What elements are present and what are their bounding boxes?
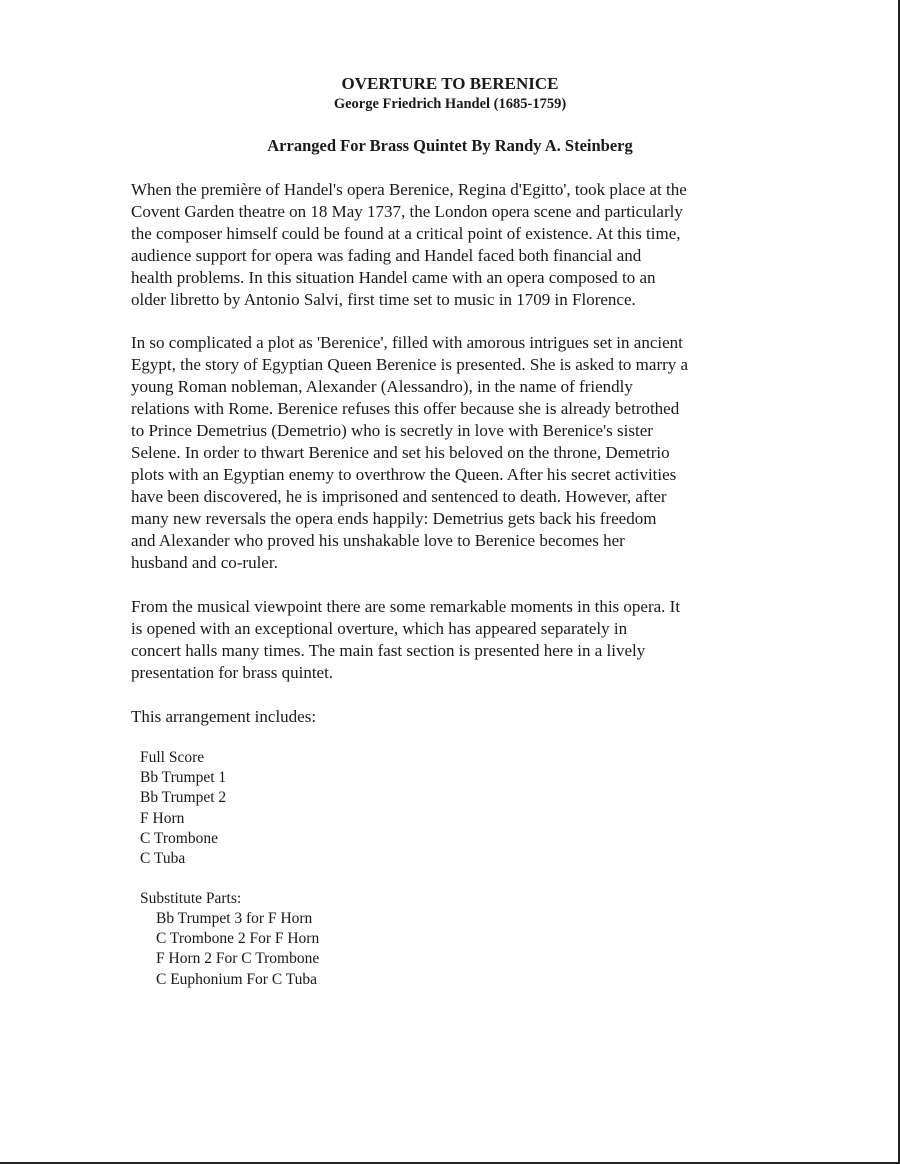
paragraph-plot xyxy=(131,332,791,574)
text-line: relations with Rome. Berenice refuses this offer because she is already betrothed xyxy=(131,399,680,418)
text-line: Egypt, the story of Egyptian Queen Berenice is presented. She is asked to marry a xyxy=(131,355,689,374)
list-item: Bb Trumpet 3 for F Horn xyxy=(156,910,313,927)
text-line: Selene. In order to thwart Berenice and set his beloved on the throne, Demetrio xyxy=(131,443,670,462)
parts-list xyxy=(140,748,226,869)
paragraph-includes xyxy=(131,706,791,728)
text-line: husband and co-ruler. xyxy=(131,553,278,572)
text-line: audience support for opera was fading and Handel faced both financial and xyxy=(131,246,642,265)
text-line: presentation for brass quintet. xyxy=(131,663,334,682)
text-line: In so complicated a plot as 'Berenice', filled with amorous intrigues set in ancient xyxy=(131,333,683,352)
text-line: plots with an Egyptian enemy to overthrow the Queen. After his secret activities xyxy=(131,465,677,484)
composer-line: George Friedrich Handel (1685-1759) xyxy=(333,96,567,112)
list-item: F Horn 2 For C Trombone xyxy=(156,950,320,968)
list-item: C Tuba xyxy=(140,850,186,868)
text-line: Covent Garden theatre on 18 May 1737, the London opera scene and particularly xyxy=(131,202,683,221)
document-title: OVERTURE TO BERENICE xyxy=(341,74,559,93)
paragraph-musical-viewpoint xyxy=(131,596,791,684)
text-line: is opened with an exceptional overture, which has appeared separately in xyxy=(131,619,628,638)
list-item: Full Score xyxy=(140,749,205,766)
arranger-line: Arranged For Brass Quintet By Randy A. Steinberg xyxy=(267,136,633,155)
text-line: the composer himself could be found at a critical point of existence. At this time, xyxy=(131,224,681,243)
text-line: From the musical viewpoint there are some remarkable moments in this opera. It xyxy=(131,597,681,616)
list-item: C Trombone xyxy=(140,829,218,847)
list-item: Bb Trumpet 1 xyxy=(140,769,227,787)
text-line: older libretto by Antonio Salvi, first time set to music in 1709 in Florence. xyxy=(131,290,636,309)
text-line: to Prince Demetrius (Demetrio) who is secretly in love with Berenice's sister xyxy=(131,421,653,440)
text-line: This arrangement includes: xyxy=(131,707,317,726)
list-item: F Horn xyxy=(140,809,185,827)
substitute-parts-list xyxy=(156,909,319,990)
list-item: Bb Trumpet 2 xyxy=(140,789,227,807)
text-line: have been discovered, he is imprisoned and sentenced to death. However, after xyxy=(131,487,667,506)
list-item: C Euphonium For C Tuba xyxy=(156,970,318,988)
text-line: health problems. In this situation Handel came with an opera composed to an xyxy=(131,268,656,287)
text-line: When the première of Handel's opera Berenice, Regina d'Egitto', took place at the xyxy=(131,180,687,199)
text-line: concert halls many times. The main fast section is presented here in a lively xyxy=(131,641,646,660)
text-line: young Roman nobleman, Alexander (Alessandro), in the name of friendly xyxy=(131,377,633,396)
paragraph-premiere xyxy=(131,179,791,311)
list-item: C Trombone 2 For F Horn xyxy=(156,930,320,948)
text-line: many new reversals the opera ends happily: Demetrius gets back his freedom xyxy=(131,509,657,528)
substitute-parts-heading: Substitute Parts: xyxy=(140,890,242,907)
text-line: and Alexander who proved his unshakable love to Berenice becomes her xyxy=(131,531,625,550)
